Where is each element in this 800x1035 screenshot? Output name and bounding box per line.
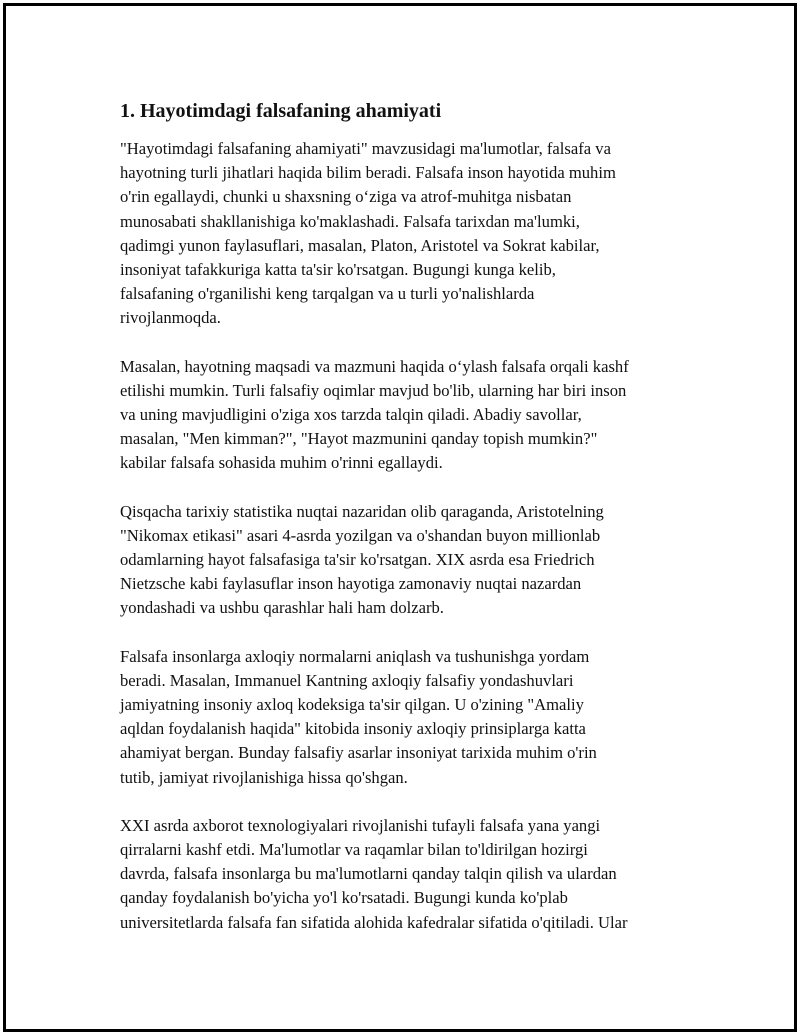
text-line: masalan, "Men kimman?", "Hayot mazmunini qanday topish mumkin?" — [120, 429, 598, 449]
text-line: tutib, jamiyat rivojlanishiga hissa qo'shgan. — [120, 767, 408, 787]
text-line: "Nikomax etikasi" asari 4-asrda yozilgan va o'shandan buyon millionlab — [120, 525, 601, 545]
text-line: universitetlarda falsafa fan sifatida alohida kafedralar sifatida o'qitiladi. Ular — [120, 912, 628, 932]
text-line: va uning mavjudligini o'ziga xos tarzda talqin qiladi. Abadiy savollar, — [120, 405, 582, 425]
paragraph-3 — [120, 500, 695, 621]
text-line: rivojlanmoqda. — [120, 308, 221, 328]
paragraph-2 — [120, 355, 695, 476]
text-line: hayotning turli jihatlari haqida bilim beradi. Falsafa inson hayotida muhim — [120, 163, 616, 183]
paragraph-1 — [120, 137, 695, 331]
text-line: odamlarning hayot falsafasiga ta'sir ko'rsatgan. XIX asrda esa Friedrich — [120, 550, 595, 570]
text-line: o'rin egallaydi, chunki u shaxsning o‘ziga va atrof-muhitga nisbatan — [120, 187, 572, 207]
text-line: Masalan, hayotning maqsadi va mazmuni haqida o‘ylash falsafa orqali kashf — [120, 356, 629, 376]
text-line: ahamiyat bergan. Bunday falsafiy asarlar insoniyat tarixida muhim o'rin — [120, 743, 597, 763]
text-line: beradi. Masalan, Immanuel Kantning axloqiy falsafiy yondashuvlari — [120, 670, 574, 690]
text-line: qadimgi yunon faylasuflari, masalan, Platon, Aristotel va Sokrat kabilar, — [120, 235, 600, 255]
section-heading: 1. Hayotimdagi falsafaning ahamiyati — [120, 100, 442, 122]
document-page — [3, 3, 797, 1032]
text-line: jamiyatning insoniy axloq kodeksiga ta'sir qilgan. U o'zining "Amaliy — [120, 695, 584, 715]
text-line: etilishi mumkin. Turli falsafiy oqimlar mavjud bo'lib, ularning har biri inson — [120, 380, 627, 400]
paragraph-4 — [120, 645, 695, 790]
text-line: falsafaning o'rganilishi keng tarqalgan va u turli yo'nalishlarda — [120, 284, 535, 304]
text-line: qanday foydalanish bo'yicha yo'l ko'rsatadi. Bugungi kunda ko'plab — [120, 888, 568, 908]
text-line: yondashadi va ushbu qarashlar hali ham dolzarb. — [120, 598, 444, 618]
text-line: XXI asrda axborot texnologiyalari rivojlanishi tufayli falsafa yana yangi — [120, 815, 601, 835]
text-line: kabilar falsafa sohasida muhim o'rinni egallaydi. — [120, 453, 443, 473]
text-line: qirralarni kashf etdi. Ma'lumotlar va raqamlar bilan to'ldirilgan hozirgi — [120, 840, 588, 860]
paragraph-5 — [120, 814, 695, 935]
text-line: Nietzsche kabi faylasuflar inson hayotiga zamonaviy nuqtai nazardan — [120, 574, 582, 594]
document-content — [120, 98, 695, 959]
text-line: "Hayotimdagi falsafaning ahamiyati" mavzusidagi ma'lumotlar, falsafa va — [120, 139, 611, 158]
text-line: Qisqacha tarixiy statistika nuqtai nazaridan olib qaraganda, Aristotelning — [120, 501, 604, 521]
text-line: insoniyat tafakkuriga katta ta'sir ko'rsatgan. Bugungi kunga kelib, — [120, 260, 556, 280]
text-line: davrda, falsafa insonlarga bu ma'lumotlarni qanday talqin qilish va ulardan — [120, 864, 617, 884]
text-line: munosabati shakllanishiga ko'maklashadi. Falsafa tarixdan ma'lumki, — [120, 211, 580, 231]
text-line: aqldan foydalanish haqida" kitobida insoniy axloqiy prinsiplarga katta — [120, 719, 586, 739]
text-line: Falsafa insonlarga axloqiy normalarni aniqlash va tushunishga yordam — [120, 646, 590, 666]
